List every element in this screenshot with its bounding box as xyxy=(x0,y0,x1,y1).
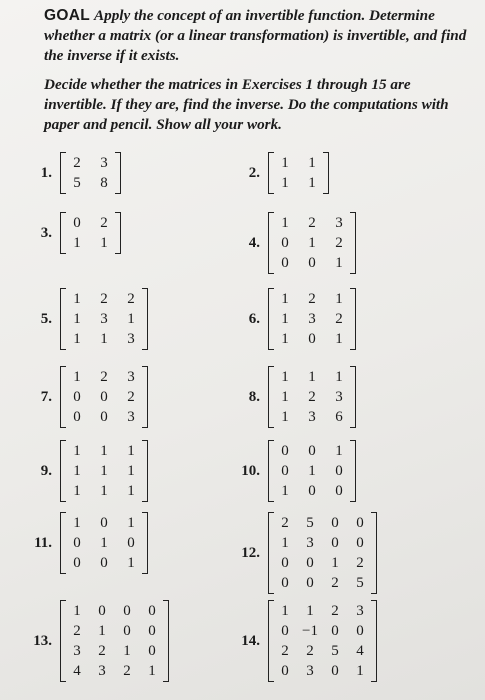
matrix-cell: 0 xyxy=(308,331,316,347)
matrix xyxy=(60,440,148,502)
matrix-entries xyxy=(274,512,371,594)
exercise-3 xyxy=(18,212,121,254)
exercise-13 xyxy=(18,600,169,682)
matrix-cell: 1 xyxy=(73,311,81,327)
matrix-cell: 1 xyxy=(331,555,339,571)
matrix-cell: 3 xyxy=(127,369,135,385)
matrix-cell: 1 xyxy=(127,515,135,531)
matrix-cell: 1 xyxy=(73,369,81,385)
matrix-cell: 0 xyxy=(148,623,156,639)
matrix-cell: 0 xyxy=(123,623,131,639)
matrix-cell: 0 xyxy=(100,389,108,405)
matrix-entries xyxy=(66,288,142,350)
matrix-cell: 1 xyxy=(127,311,135,327)
matrix xyxy=(268,288,356,350)
goal-heading: GOAL xyxy=(44,7,90,24)
matrix-cell: 3 xyxy=(100,155,108,171)
matrix-cell: 6 xyxy=(335,409,343,425)
matrix-cell: 5 xyxy=(306,515,314,531)
matrix-cell: 5 xyxy=(331,643,339,659)
matrix-cell: 0 xyxy=(335,463,343,479)
matrix-cell: 1 xyxy=(335,291,343,307)
exercise-12 xyxy=(226,512,377,594)
matrix-entries xyxy=(274,288,350,350)
matrix-cell: 2 xyxy=(308,389,316,405)
matrix-entries xyxy=(274,600,371,682)
matrix-cell: 0 xyxy=(98,603,106,619)
matrix xyxy=(268,366,356,428)
right-bracket xyxy=(142,366,148,428)
right-bracket xyxy=(163,600,169,682)
matrix-cell: 0 xyxy=(281,443,289,459)
matrix-cell: 0 xyxy=(123,603,131,619)
matrix-cell: 0 xyxy=(306,555,314,571)
matrix-cell: 2 xyxy=(331,575,339,591)
exercise-number: 5. xyxy=(40,310,52,327)
exercise-number: 9. xyxy=(40,462,52,479)
matrix-cell: 3 xyxy=(308,409,316,425)
matrix-cell: 2 xyxy=(281,515,289,531)
matrix-cell: 0 xyxy=(335,483,343,499)
matrix-entries xyxy=(274,152,323,194)
exercise-2 xyxy=(226,152,329,194)
matrix-cell: 2 xyxy=(100,369,108,385)
matrix-cell: 1 xyxy=(127,555,135,571)
matrix xyxy=(268,512,377,594)
matrix-cell: 1 xyxy=(281,311,289,327)
matrix-cell: 1 xyxy=(73,443,81,459)
matrix-cell: 2 xyxy=(73,155,81,171)
matrix-cell: 0 xyxy=(100,555,108,571)
matrix-cell: 1 xyxy=(123,643,131,659)
matrix-cell: 2 xyxy=(281,643,289,659)
matrix-cell: 2 xyxy=(100,215,108,231)
matrix-entries xyxy=(66,440,142,502)
matrix-cell: 3 xyxy=(335,215,343,231)
right-bracket xyxy=(142,440,148,502)
matrix-cell: 5 xyxy=(356,575,364,591)
matrix xyxy=(268,440,356,502)
matrix-cell: 1 xyxy=(281,331,289,347)
matrix-entries xyxy=(274,212,350,274)
matrix xyxy=(60,366,148,428)
matrix-cell: 3 xyxy=(335,389,343,405)
matrix-cell: 1 xyxy=(281,291,289,307)
right-bracket xyxy=(350,288,356,350)
matrix-cell: 1 xyxy=(281,409,289,425)
right-bracket xyxy=(115,152,121,194)
right-bracket xyxy=(142,512,148,574)
matrix-cell: 1 xyxy=(73,603,81,619)
matrix-cell: 1 xyxy=(281,603,289,619)
matrix-cell: 1 xyxy=(306,603,314,619)
matrix-cell: 2 xyxy=(331,603,339,619)
matrix-cell: 1 xyxy=(281,369,289,385)
matrix-cell: 2 xyxy=(306,643,314,659)
matrix-cell: 1 xyxy=(100,331,108,347)
exercise-10 xyxy=(226,440,356,502)
right-bracket xyxy=(350,212,356,274)
matrix xyxy=(268,600,377,682)
matrix-cell: 2 xyxy=(127,291,135,307)
right-bracket xyxy=(350,366,356,428)
matrix-cell: 0 xyxy=(356,535,364,551)
matrix-cell: 1 xyxy=(100,463,108,479)
matrix-cell: 2 xyxy=(73,623,81,639)
matrix-cell: 0 xyxy=(127,535,135,551)
matrix-cell: 0 xyxy=(148,643,156,659)
matrix-cell: 1 xyxy=(100,235,108,251)
matrix-cell: 1 xyxy=(308,463,316,479)
matrix-cell: 0 xyxy=(308,443,316,459)
exercise-number: 4. xyxy=(248,234,260,251)
matrix-cell: 0 xyxy=(73,555,81,571)
matrix-cell: 1 xyxy=(100,483,108,499)
exercise-number: 1. xyxy=(40,164,52,181)
matrix-cell: 2 xyxy=(100,291,108,307)
exercise-9 xyxy=(18,440,148,502)
matrix-cell: 3 xyxy=(308,311,316,327)
exercise-number: 11. xyxy=(34,534,52,551)
matrix-cell: 3 xyxy=(306,663,314,679)
matrix-cell: 0 xyxy=(331,663,339,679)
exercise-number: 12. xyxy=(241,544,260,561)
matrix-cell: 0 xyxy=(331,515,339,531)
matrix-cell: 1 xyxy=(335,255,343,271)
matrix-cell: 0 xyxy=(281,623,289,639)
exercise-instructions: Decide whether the matrices in Exercises 1 through 15 are invertible. If they are, find the inverse. Do the computations with paper and pencil. Show all your work. xyxy=(44,76,449,133)
matrix-cell: 3 xyxy=(100,311,108,327)
exercise-number: 2. xyxy=(248,164,260,181)
matrix-cell: 4 xyxy=(356,643,364,659)
goal-text: Apply the concept of an invertible function. Determine whether a matrix (or a linear transformation) is invertible, and find the inverse if it exists. xyxy=(44,7,467,64)
matrix-cell: 1 xyxy=(148,663,156,679)
goal-paragraph xyxy=(44,6,474,66)
matrix-cell: 1 xyxy=(127,463,135,479)
matrix-cell: 0 xyxy=(281,555,289,571)
matrix-cell: 1 xyxy=(335,443,343,459)
matrix-cell: 1 xyxy=(335,331,343,347)
matrix-cell: 2 xyxy=(127,389,135,405)
matrix-cell: 0 xyxy=(100,409,108,425)
matrix-cell: 1 xyxy=(308,369,316,385)
matrix-cell: 1 xyxy=(281,175,289,191)
matrix-cell: 0 xyxy=(73,215,81,231)
matrix-cell: 1 xyxy=(73,235,81,251)
matrix-cell: 2 xyxy=(308,215,316,231)
matrix-cell: 1 xyxy=(73,291,81,307)
right-bracket xyxy=(350,440,356,502)
exercise-number: 7. xyxy=(40,388,52,405)
matrix-cell: 5 xyxy=(73,175,81,191)
exercise-4 xyxy=(226,212,356,274)
matrix-cell: 0 xyxy=(281,575,289,591)
matrix-cell: 3 xyxy=(356,603,364,619)
matrix-cell: 2 xyxy=(308,291,316,307)
matrix xyxy=(268,152,329,194)
right-bracket xyxy=(115,212,121,254)
right-bracket xyxy=(323,152,329,194)
exercise-11 xyxy=(18,512,148,574)
exercise-number: 14. xyxy=(241,632,260,649)
matrix-cell: 4 xyxy=(73,663,81,679)
matrix-cell: 1 xyxy=(281,389,289,405)
matrix xyxy=(60,512,148,574)
matrix-cell: 1 xyxy=(73,515,81,531)
matrix-cell: 1 xyxy=(98,623,106,639)
matrix-cell: 3 xyxy=(98,663,106,679)
exercise-number: 8. xyxy=(248,388,260,405)
matrix-cell: 0 xyxy=(331,535,339,551)
matrix-cell: 3 xyxy=(127,409,135,425)
exercise-number: 3. xyxy=(40,224,52,241)
matrix-entries xyxy=(66,512,142,574)
matrix-cell: 0 xyxy=(73,535,81,551)
matrix-cell: 1 xyxy=(100,535,108,551)
matrix-cell: −1 xyxy=(302,623,318,639)
matrix-cell: 8 xyxy=(100,175,108,191)
matrix-cell: 0 xyxy=(306,575,314,591)
matrix-cell: 0 xyxy=(308,483,316,499)
exercise-number: 10. xyxy=(241,462,260,479)
matrix-cell: 1 xyxy=(73,463,81,479)
matrix-cell: 1 xyxy=(356,663,364,679)
matrix-cell: 1 xyxy=(127,443,135,459)
matrix-cell: 0 xyxy=(73,389,81,405)
exercise-number: 13. xyxy=(33,632,52,649)
exercise-8 xyxy=(226,366,356,428)
matrix-entries xyxy=(66,212,115,254)
matrix-entries xyxy=(274,440,350,502)
matrix-cell: 0 xyxy=(281,663,289,679)
right-bracket xyxy=(371,512,377,594)
matrix-cell: 1 xyxy=(281,155,289,171)
exercise-1 xyxy=(18,152,121,194)
matrix-cell: 3 xyxy=(73,643,81,659)
matrix-cell: 2 xyxy=(123,663,131,679)
matrix-cell: 1 xyxy=(335,369,343,385)
matrix-cell: 1 xyxy=(73,331,81,347)
matrix xyxy=(60,600,169,682)
matrix-cell: 1 xyxy=(308,175,316,191)
matrix-cell: 1 xyxy=(100,443,108,459)
matrix-cell: 2 xyxy=(356,555,364,571)
matrix-cell: 2 xyxy=(98,643,106,659)
right-bracket xyxy=(142,288,148,350)
matrix-cell: 2 xyxy=(335,235,343,251)
matrix-cell: 2 xyxy=(335,311,343,327)
exercise-7 xyxy=(18,366,148,428)
matrix-cell: 0 xyxy=(281,235,289,251)
exercise-number: 6. xyxy=(248,310,260,327)
matrix-cell: 1 xyxy=(281,483,289,499)
matrix-cell: 0 xyxy=(281,255,289,271)
matrix xyxy=(60,288,148,350)
matrix-cell: 1 xyxy=(308,235,316,251)
matrix xyxy=(60,212,121,254)
matrix-cell: 0 xyxy=(281,463,289,479)
matrix-cell: 1 xyxy=(281,535,289,551)
matrix-entries xyxy=(274,366,350,428)
exercise-14 xyxy=(226,600,377,682)
right-bracket xyxy=(371,600,377,682)
matrix-cell: 1 xyxy=(127,483,135,499)
exercise-6 xyxy=(226,288,356,350)
matrix xyxy=(268,212,356,274)
matrix-cell: 1 xyxy=(308,155,316,171)
matrix-cell: 0 xyxy=(100,515,108,531)
matrix-cell: 0 xyxy=(148,603,156,619)
matrix-entries xyxy=(66,366,142,428)
exercise-5 xyxy=(18,288,148,350)
matrix-entries xyxy=(66,152,115,194)
matrix-cell: 0 xyxy=(356,515,364,531)
matrix-cell: 0 xyxy=(73,409,81,425)
matrix-cell: 1 xyxy=(281,215,289,231)
matrix-cell: 0 xyxy=(308,255,316,271)
matrix-cell: 0 xyxy=(356,623,364,639)
matrix-entries xyxy=(66,600,163,682)
matrix-cell: 3 xyxy=(127,331,135,347)
matrix-cell: 0 xyxy=(331,623,339,639)
intro-block xyxy=(44,6,474,135)
matrix-cell: 3 xyxy=(306,535,314,551)
matrix xyxy=(60,152,121,194)
matrix-cell: 1 xyxy=(73,483,81,499)
